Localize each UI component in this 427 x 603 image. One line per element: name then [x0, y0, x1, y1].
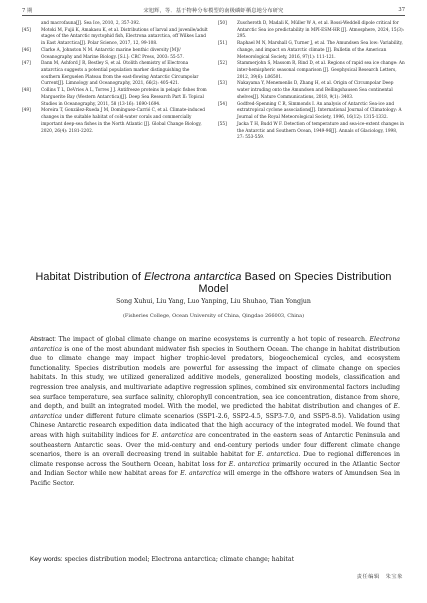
abstract: [30, 335, 400, 489]
title-part-1: Habitat Distribution of: [35, 271, 145, 283]
paper-title: [22, 271, 405, 295]
title-part-2: Based on Species Distribution Model: [198, 271, 392, 295]
reference-item: [22, 28, 209, 48]
abstract-text: is one of the most abundant midwater fish species in Southern Ocean. The change in habitat distribution due to climate change may impact higher trophic-level predators, biogeochemical cycles, and ecosystem functionality. Species distribution models are powerful for assessing the impact of climate change on species habitats. In this study, we utilized generalized additive models, generalized boosting models, classification and regression tree analysis, and multivariate adaptive regression splines, combined six environmental factors including sea surface temperature, sea surface salinity, chlorophyll concentration, sea ice concentration, distance from shore, and depth, and built an integrated model. With the model, we predicted the habitat distribution and changes of: [30, 345, 400, 411]
abstract-species-name: E. antarctica: [30, 403, 400, 420]
reference-text: Nakayama Y, Menemenlis D, Zhang H, et al. Origin of Circumpolar Deep water intruding onto the Amundsen and Bellingshausen Sea continental shelves[J]. Nature Communications, 2018, 9(1): 3403.: [237, 81, 394, 100]
keywords: [30, 555, 400, 565]
abstract-species-name: E. antarctica: [228, 460, 270, 468]
reference-number: [55]: [218, 121, 227, 127]
reference-number: [47]: [22, 61, 31, 67]
abstract-text: . Due to regional differences in climate response across the Southern Ocean, habitat loss for: [30, 451, 400, 468]
reference-item: [218, 21, 405, 41]
reference-item: [22, 48, 209, 61]
reference-item: [218, 102, 405, 122]
running-title: 宋旭辉，等．基于物种分布模型的南极磷虾栖息地分布研究: [143, 8, 284, 14]
keywords-text: species distribution model; Electrona antarctica; climate change; habitat: [62, 556, 295, 563]
reference-item: [218, 81, 405, 101]
reference-text: Motoki M, Fujii K, Amakasu K, et al. Distributions of larval and juvenile/adult stages of the Antarctic myctophid fish, Electrona antarctica, off Wilkes Land in East Antarctica[J]. Polar Science, 2017, 12, 99-108.: [41, 27, 208, 47]
abstract-species-name: E. antarctica: [152, 431, 193, 439]
reference-item: [218, 41, 405, 61]
reference-text: Clarke A, Johnston N M. Antarctic marine benthic diversity [M]// Oceanography and Marine Biology. [S.l.]: CRC Press, 2003: 55-57.: [41, 47, 184, 60]
reference-item: [22, 21, 209, 28]
abstract-text: The impact of global climate change on marine ecosystems is currently a hot topic of research.: [56, 336, 370, 343]
author-list: Song Xuhui, Liu Yang, Luo Yanping, Liu Shuhao, Tian Yongjun: [116, 298, 311, 305]
reference-text: Stammerjohn S, Massom R, Rind D, et al. Regions of rapid sea ice change: An inter-hemispheric seasonal comparison [J]. Geophysical Research Letters, 2012, 39(6): L06501.: [237, 61, 405, 80]
abstract-text: under different future climate scenarios (SSP1-2.6, SSP2-4.5, SSP3-7.0, and SSP5-8.5). Validation using Chinese Antarctic research expedition data indicated that the high accuracy of the integrated model. We found that areas with high suitability indices for: [30, 412, 400, 439]
reference-number: [53]: [218, 81, 227, 87]
reference-number: [51]: [218, 41, 227, 47]
reference-number: [46]: [22, 47, 31, 53]
reference-text: Moreira T, González-Rueda J M, Domínguez-Carrió C, et al. Climate-induced changes in the suitable habitat of cold-water corals and commercially important deep-sea fishes in the North Atlantic [J]. Global Change Biology, 2020, 26(4): 2181-2202.: [41, 108, 206, 134]
abstract-text: primarily occured in the Atlantic Sector and Indian Sector while new habitat areas for: [30, 460, 401, 478]
reference-text: Jacka T H, Budd W F. Detection of temperature and sea-ice-extent changes in the Antarctic and Southern Ocean, 1949-96[J]. Annals of Glaciology, 1998, 27: 553-559.: [237, 121, 405, 141]
reference-column-right: [218, 21, 405, 142]
reference-item: [22, 61, 209, 88]
reference-number: [45]: [22, 27, 31, 33]
abstract-text: are concentrated in the eastern seas of Antarctic Peninsula and southeastern Antarctic seas. Over the mid-century and end-century periods under four different climate change scenarios, there is an overall decreasing trend in suitable habitat for: [30, 431, 400, 459]
abstract-species-name: E. antarctica: [257, 451, 299, 459]
reference-text: Raphael M N, Marshall G, Turner J, et al. The Amundsen Sea low: Variability, change, and impact on Antarctic climate [J]. Bulletin of the American Meteorological Society, 2016, 97(1): 111-121.: [237, 41, 403, 60]
reference-item: [22, 88, 209, 108]
reference-number: [50]: [218, 21, 227, 26]
reference-text: Dann M, Ashford J R, Bestley S, et al. Otolith chemistry of Electrona antarctica suggests a potential population marker distinguishing the southern Kerguelen Plateau from the east-flowing Antarctic Circumpolar Current[J]. Limnology and Oceanography, 2021, 66(2): 405-421.: [41, 61, 199, 87]
reference-text: Collins T L, DeVries A L, Torres J J. Antifreeze proteins in pelagic fishes from Marguerite Bay (Western Antarctica)[J]. Deep Sea Research Part II: Topical Studies in Oceanography, 2011, 58 (13-16): 1690-1694.: [41, 88, 207, 107]
reference-number: [54]: [218, 101, 227, 107]
reference-item: [218, 122, 405, 142]
reference-item: [22, 108, 209, 135]
abstract-label: Abstract:: [30, 336, 57, 343]
reference-text: Zuscheroth D, Madali K, Müller W A, et al. Rossi-Weddell dipole critical for Antarctic Sea ice predictability in MPI-ESM-HR [J]. Atmosphere, 2024, 15(3): 295.: [237, 21, 405, 40]
abstract-species-name: E. antarctica: [180, 470, 221, 478]
abstract-paragraph: [30, 335, 400, 489]
title-species-name: Electrona antarctica: [144, 271, 242, 283]
reference-number: [52]: [218, 61, 227, 67]
abstract-species-name: Electrona antarctica: [30, 336, 400, 353]
author-affiliation: (Fisheries College, Ocean University of China, Qingdao 266003, China): [122, 313, 305, 319]
responsible-editor: 责任编辑 朱宝象: [356, 574, 403, 580]
abstract-text: will emerge in the offshore waters of Amundsen Sea in Pacific Sector.: [30, 470, 401, 487]
reference-text: and macrofauna[J]. Sea Ice, 2010, 2, 357-392.: [41, 21, 141, 26]
reference-column-left: [22, 21, 209, 135]
header-rule: [22, 15, 405, 16]
reference-number: [49]: [22, 108, 31, 114]
keywords-label: Key words:: [30, 556, 63, 563]
reference-item: [218, 61, 405, 81]
reference-text: Godfred-Spenning C R, Simmonds I. An analysis of Antarctic Sea-ice and extratropical cyclone associations[J]. International Journal of Climatology: A Journal of the Royal Meteorological Society, 1996, 16(12): 1315-1332.: [237, 101, 402, 121]
page-issue-label: 7 期: [22, 8, 33, 14]
page-number: 37: [398, 7, 405, 13]
reference-number: [48]: [22, 88, 31, 94]
